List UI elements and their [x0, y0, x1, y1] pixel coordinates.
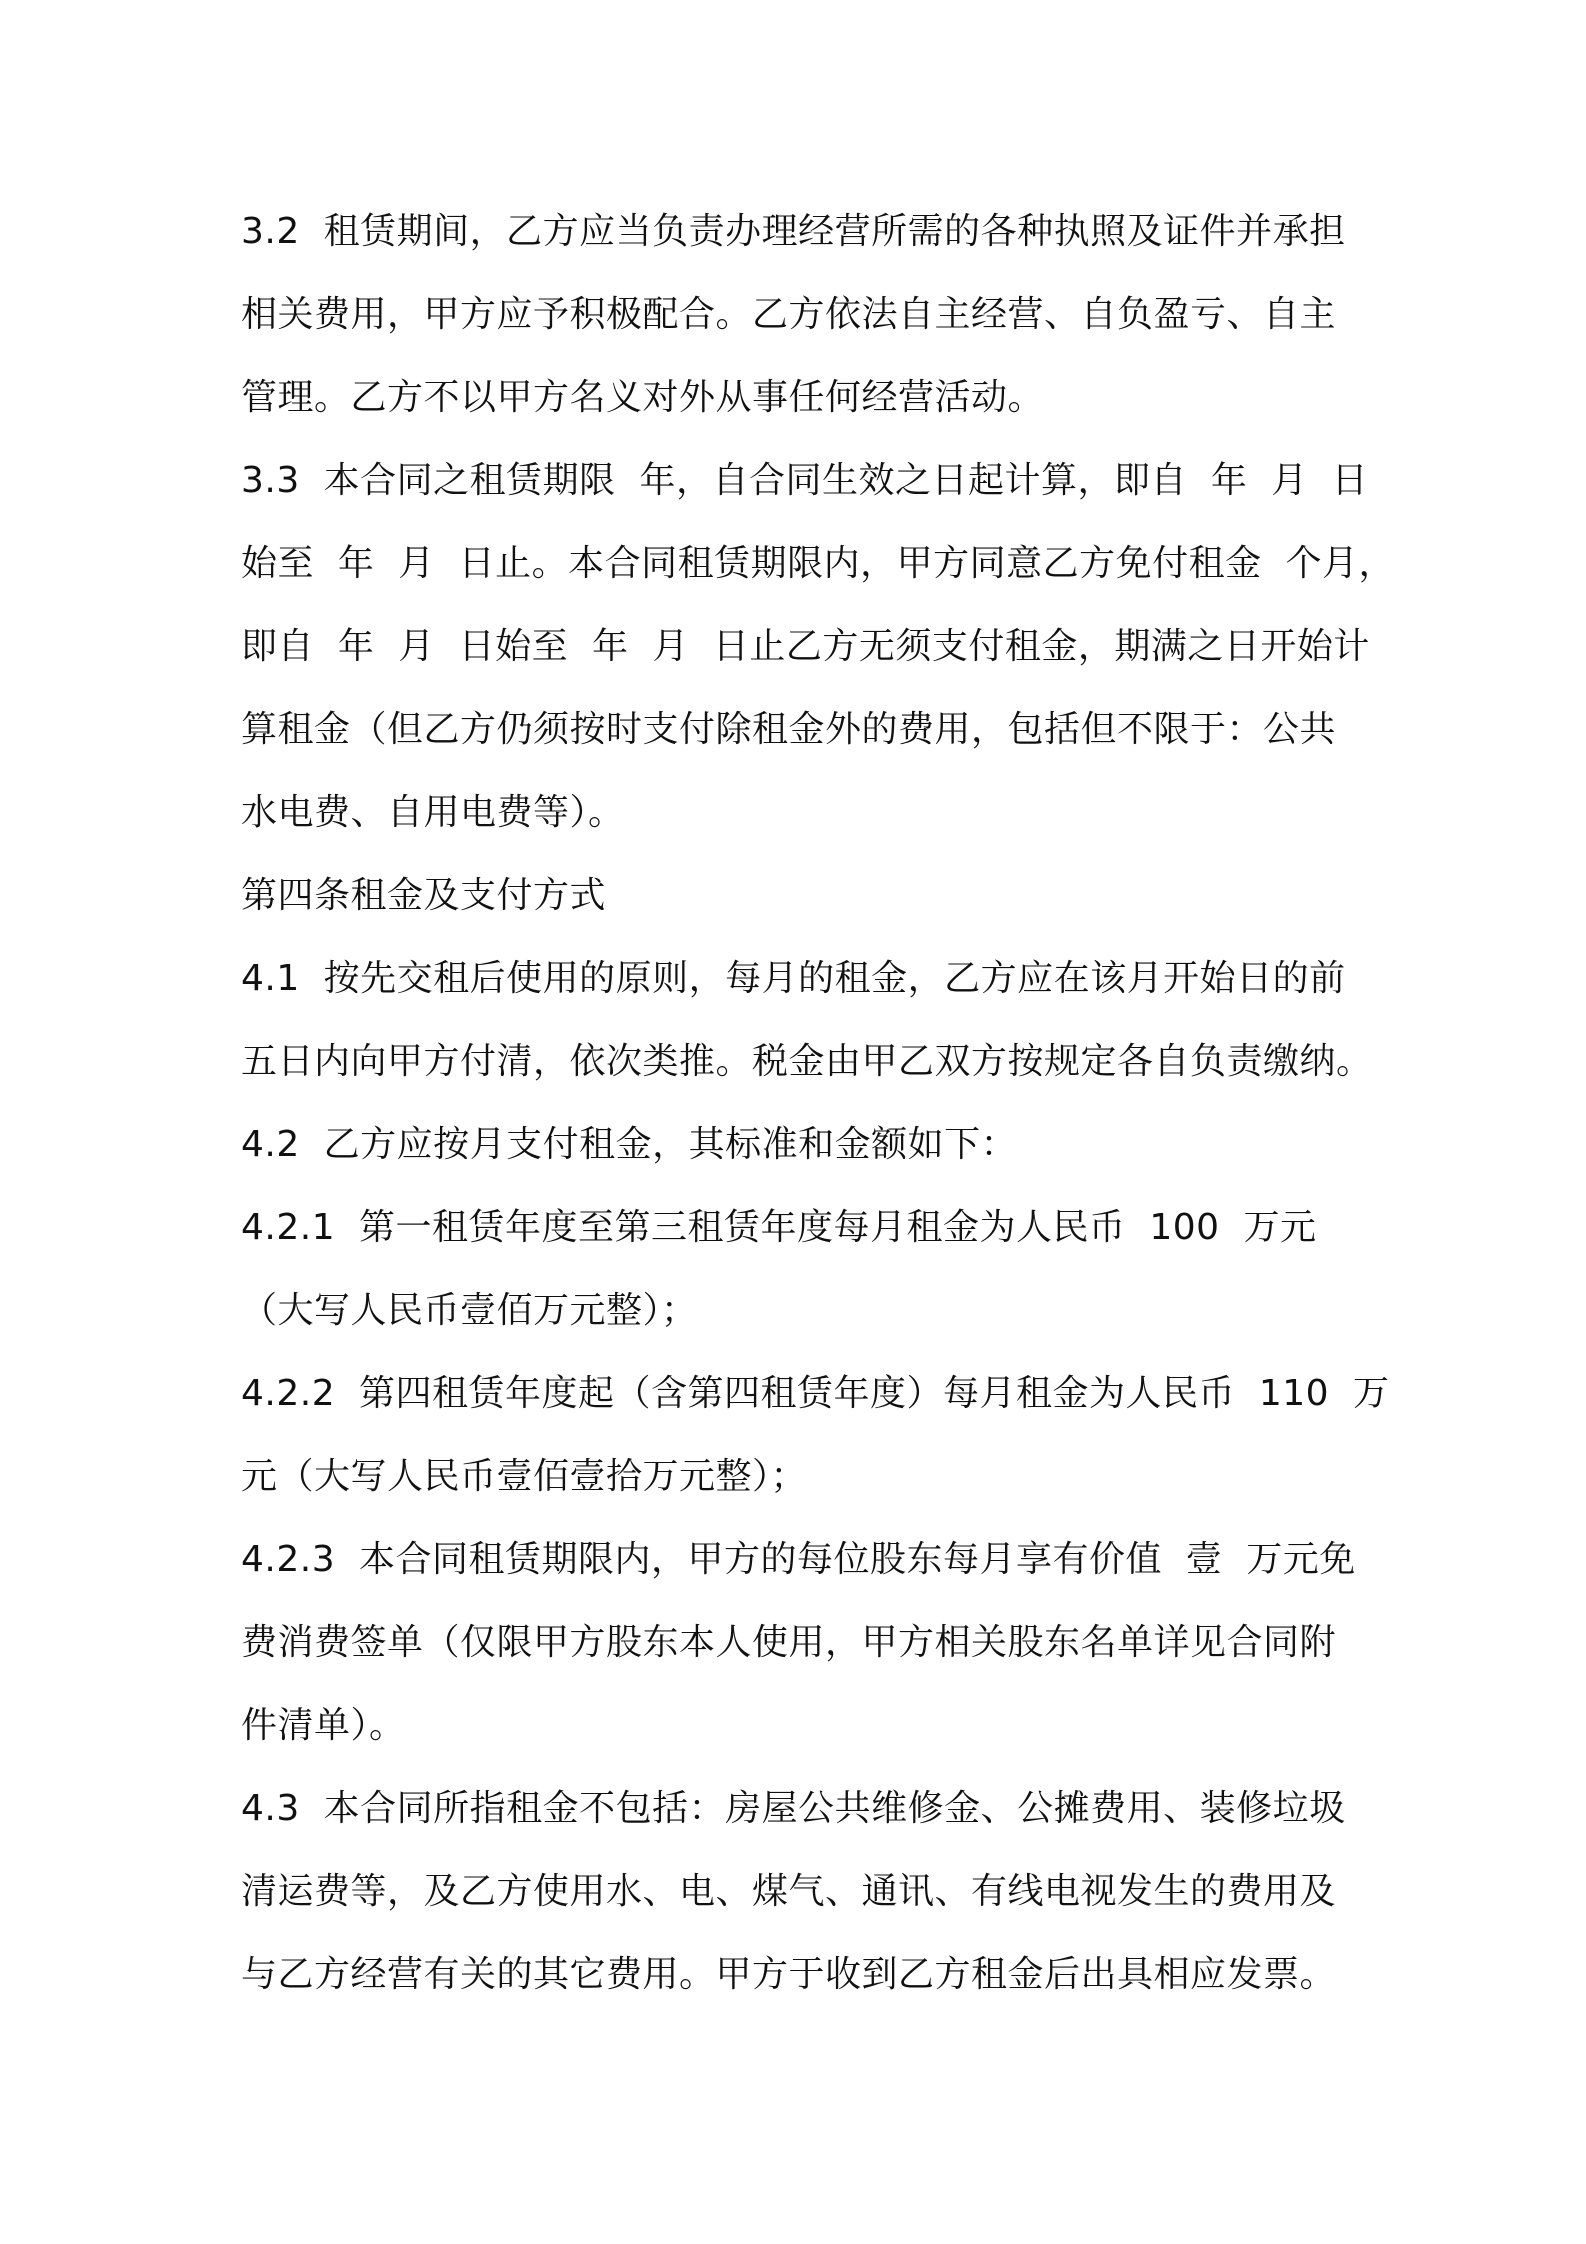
text-line: 即自 年 月 日始至 年 月 日止乙方无须支付租金，期满之日开始计 — [241, 626, 1370, 667]
text-line: 相关费用，甲方应予积极配合。乙方依法自主经营、自负盈亏、自主 — [241, 294, 1337, 335]
text-line: 与乙方经营有关的其它费用。甲方于收到乙方租金后出具相应发票。 — [241, 1954, 1337, 1995]
text-line: 4.1 按先交租后使用的原则，每月的租金，乙方应在该月开始日的前 — [241, 958, 1346, 999]
text-line: 4.3 本合同所指租金不包括：房屋公共维修金、公摊费用、装修垃圾 — [241, 1788, 1346, 1829]
text-line: 五日内向甲方付清，依次类推。税金由甲乙双方按规定各自负责缴纳。 — [241, 1041, 1373, 1082]
text-line: 4.2 乙方应按月支付租金，其标准和金额如下： — [241, 1124, 1018, 1165]
text-line: 管理。乙方不以甲方名义对外从事任何经营活动。 — [241, 377, 1045, 418]
text-line: 费消费签单（仅限甲方股东本人使用，甲方相关股东名单详见合同附 — [241, 1622, 1337, 1663]
text-line: 3.2 租赁期间，乙方应当负责办理经营所需的各种执照及证件并承担 — [241, 211, 1346, 252]
text-line: 水电费、自用电费等）。 — [241, 792, 625, 833]
text-line: 清运费等，及乙方使用水、电、煤气、通讯、有线电视发生的费用及 — [241, 1871, 1337, 1912]
text-line: 始至 年 月 日止。本合同租赁期限内，甲方同意乙方免付租金 个月， — [241, 543, 1396, 584]
text-line: 4.2.3 本合同租赁期限内，甲方的每位股东每月享有价值 壹 万元免 — [241, 1539, 1356, 1580]
text-line: （大写人民币壹佰万元整）； — [241, 1290, 698, 1331]
text-line: 算租金（但乙方仍须按时支付除租金外的费用，包括但不限于：公共 — [241, 709, 1337, 750]
text-line: 元（大写人民币壹佰壹拾万元整）； — [241, 1456, 808, 1497]
text-line: 3.3 本合同之租赁期限 年，自合同生效之日起计算，即自 年 月 日 — [241, 460, 1369, 501]
text-line: 4.2.2 第四租赁年度起（含第四租赁年度）每月租金为人民币 110 万 — [241, 1373, 1390, 1414]
section-heading: 第四条租金及支付方式 — [241, 875, 607, 916]
text-line: 4.2.1 第一租赁年度至第三租赁年度每月租金为人民币 100 万元 — [241, 1207, 1317, 1248]
text-line: 件清单）。 — [241, 1705, 406, 1746]
